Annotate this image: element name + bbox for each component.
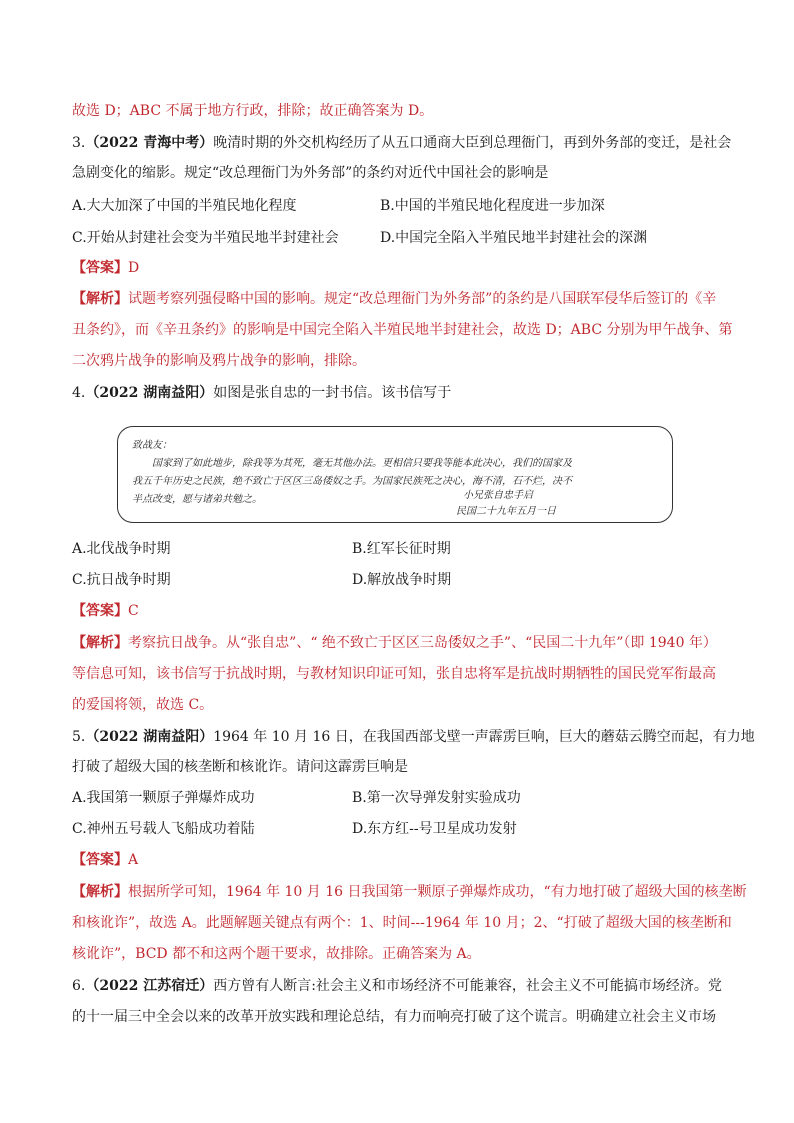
- letter-body-1: 国家到了如此地步，除我等为其死，毫无其他办法。更相信只要我等能本此决心，我们的国家及: [152, 458, 572, 469]
- q5-answer-label: 【答案】: [72, 852, 128, 868]
- q5-analysis-3a: 核讹诈”: [72, 946, 122, 962]
- q5-option-d: D.东方红--号卫星成功发射: [352, 821, 517, 837]
- q3-answer-value: D: [128, 260, 140, 276]
- q6-stem-line-1: [72, 976, 722, 996]
- letter-image: [117, 426, 673, 523]
- q3-source: （2022 青海中考）: [85, 135, 214, 151]
- q4-option-b: B.红军长征时期: [352, 541, 451, 557]
- q5-analysis-line-3: [72, 944, 481, 964]
- q4-answer-value: C: [128, 603, 139, 619]
- q6-number: 6.: [72, 978, 86, 994]
- letter-body-2: 我五千年历史之民族，绝不致亡于区区三岛倭奴之手。为国家民族死之决心，海不清，石不烂，决不: [132, 476, 572, 487]
- q3-analysis-line-2: 丑条约》，而《辛丑条约》的影响是中国完全陷入半殖民地半封建社会，故选 D；ABC 分别为甲午战争、第: [72, 322, 733, 338]
- q4-stem-line: [72, 383, 451, 403]
- q4-number: 4.: [72, 385, 86, 401]
- q5-source: （2022 湖南益阳）: [85, 729, 214, 745]
- q5-stem-line-1: [72, 727, 755, 747]
- q5-option-c: C.神州五号载人飞船成功着陆: [72, 821, 255, 837]
- q3-stem-line-1: [72, 133, 731, 153]
- q3-number: 3.: [72, 135, 86, 151]
- q4-analysis-1c: （即 1940 年）: [623, 635, 717, 651]
- q6-stem-line-2: 的十一届三中全会以来的改革开放实践和理论总结，有力而响亮打破了这个谎言。明确建立社会主义市场: [72, 1009, 716, 1025]
- q5-analysis-label: 【解析】: [72, 884, 128, 900]
- q5-analysis-2b: ，故选 A。此题解题关键点有两个：1、时间---1964 年 10 月；2、: [135, 915, 557, 931]
- letter-salutation: 致战友：: [132, 440, 172, 451]
- q4-analysis-1b: “张自忠”、“ 绝不致亡于区区三岛倭奴之手”、“民国二十九年”: [240, 635, 624, 651]
- q5-option-b: B.第一次导弹发射实验成功: [352, 790, 521, 806]
- q3-answer-label: 【答案】: [72, 260, 128, 276]
- q3-option-b: B.中国的半殖民地化程度进一步加深: [380, 198, 605, 214]
- q5-answer-value: A: [128, 852, 139, 868]
- q4-analysis-1a: 考察抗日战争。从: [128, 635, 240, 651]
- q5-analysis-line-2: [72, 913, 732, 933]
- q4-option-d: D.解放战争时期: [352, 572, 452, 588]
- q5-analysis-2a: 和核讹诈”: [72, 915, 136, 931]
- q3-analysis-line-1: [72, 289, 716, 309]
- letter-date: 民国二十九年五月一日: [456, 506, 556, 517]
- q3-option-c: C.开始从封建社会变为半殖民地半封建社会: [72, 230, 339, 246]
- letter-body-3: 半点改变，愿与诸弟共勉之。: [132, 494, 262, 505]
- q3-analysis-label: 【解析】: [72, 291, 128, 307]
- q6-stem-1: 西方曾有人断言:社会主义和市场经济不可能兼容，社会主义不可能搞市场经济。党: [213, 978, 722, 994]
- q5-analysis-line-1: [72, 882, 747, 902]
- q4-source: （2022 湖南益阳）: [85, 385, 214, 401]
- q6-source: （2022 江苏宿迁）: [85, 978, 214, 994]
- q4-answer: [72, 601, 139, 621]
- prev-answer-conclusion: 故选 D；ABC 不属于地方行政，排除；故正确答案为 D。: [72, 103, 434, 119]
- q3-analysis-line-3: 二次鸦片战争的影响及鸦片战争的影响，排除。: [72, 353, 366, 369]
- q3-stem-1: 晚清时期的外交机构经历了从五口通商大臣到总理衙门，再到外务部的变迁，是社会: [213, 135, 732, 151]
- q3-stem-line-2: 急剧变化的缩影。规定“改总理衙门为外务部”的条约对近代中国社会的影响是: [72, 165, 549, 181]
- q4-analysis-line-1: [72, 633, 717, 653]
- letter-signature: 小兄张自忠手启: [463, 490, 533, 501]
- q5-analysis-2c: “打破了超级大国的核垄断和: [556, 915, 732, 931]
- q4-answer-label: 【答案】: [72, 603, 128, 619]
- q3-option-d: D.中国完全陷入半殖民地半封建社会的深渊: [380, 230, 648, 246]
- q4-analysis-label: 【解析】: [72, 635, 128, 651]
- q4-analysis-line-3: 的爱国将领，故选 C。: [72, 697, 214, 713]
- q4-stem: 如图是张自忠的一封书信。该书信写于: [213, 385, 452, 401]
- q5-analysis-1a: 根据所学可知，1964 年 10 月 16 日我国第一颗原子弹爆炸成功，: [128, 884, 544, 900]
- q3-analysis-1: 试题考察列强侵略中国的影响。规定“改总理衙门为外务部”的条约是八国联军侵华后签订的《辛: [128, 291, 717, 307]
- q4-option-c: C.抗日战争时期: [72, 572, 171, 588]
- q5-stem-line-2: 打破了超级大国的核垄断和核讹诈。请问这霹雳巨响是: [72, 759, 408, 775]
- q4-analysis-line-2: 等信息可知，该书信写于抗战时期，与教材知识印证可知，张自忠将军是抗战时期牺牲的国民党军衔最高: [72, 666, 716, 682]
- q4-option-a: A.北伐战争时期: [72, 541, 171, 557]
- q5-number: 5.: [72, 729, 86, 745]
- q5-stem-1: 1964 年 10 月 16 日，在我国西部戈壁一声霹雳巨响，巨大的蘑菇云腾空而起，有力地: [213, 729, 755, 745]
- q5-analysis-1b: “有力地打破了超级大国的核垄断: [543, 884, 747, 900]
- q5-analysis-3b: ，BCD 都不和这两个题干要求，故排除。正确答案为 A。: [121, 946, 481, 962]
- q3-answer: [72, 258, 139, 278]
- q3-option-a: A.大大加深了中国的半殖民地化程度: [72, 198, 297, 214]
- q5-option-a: A.我国第一颗原子弹爆炸成功: [72, 790, 255, 806]
- q5-answer: [72, 850, 138, 870]
